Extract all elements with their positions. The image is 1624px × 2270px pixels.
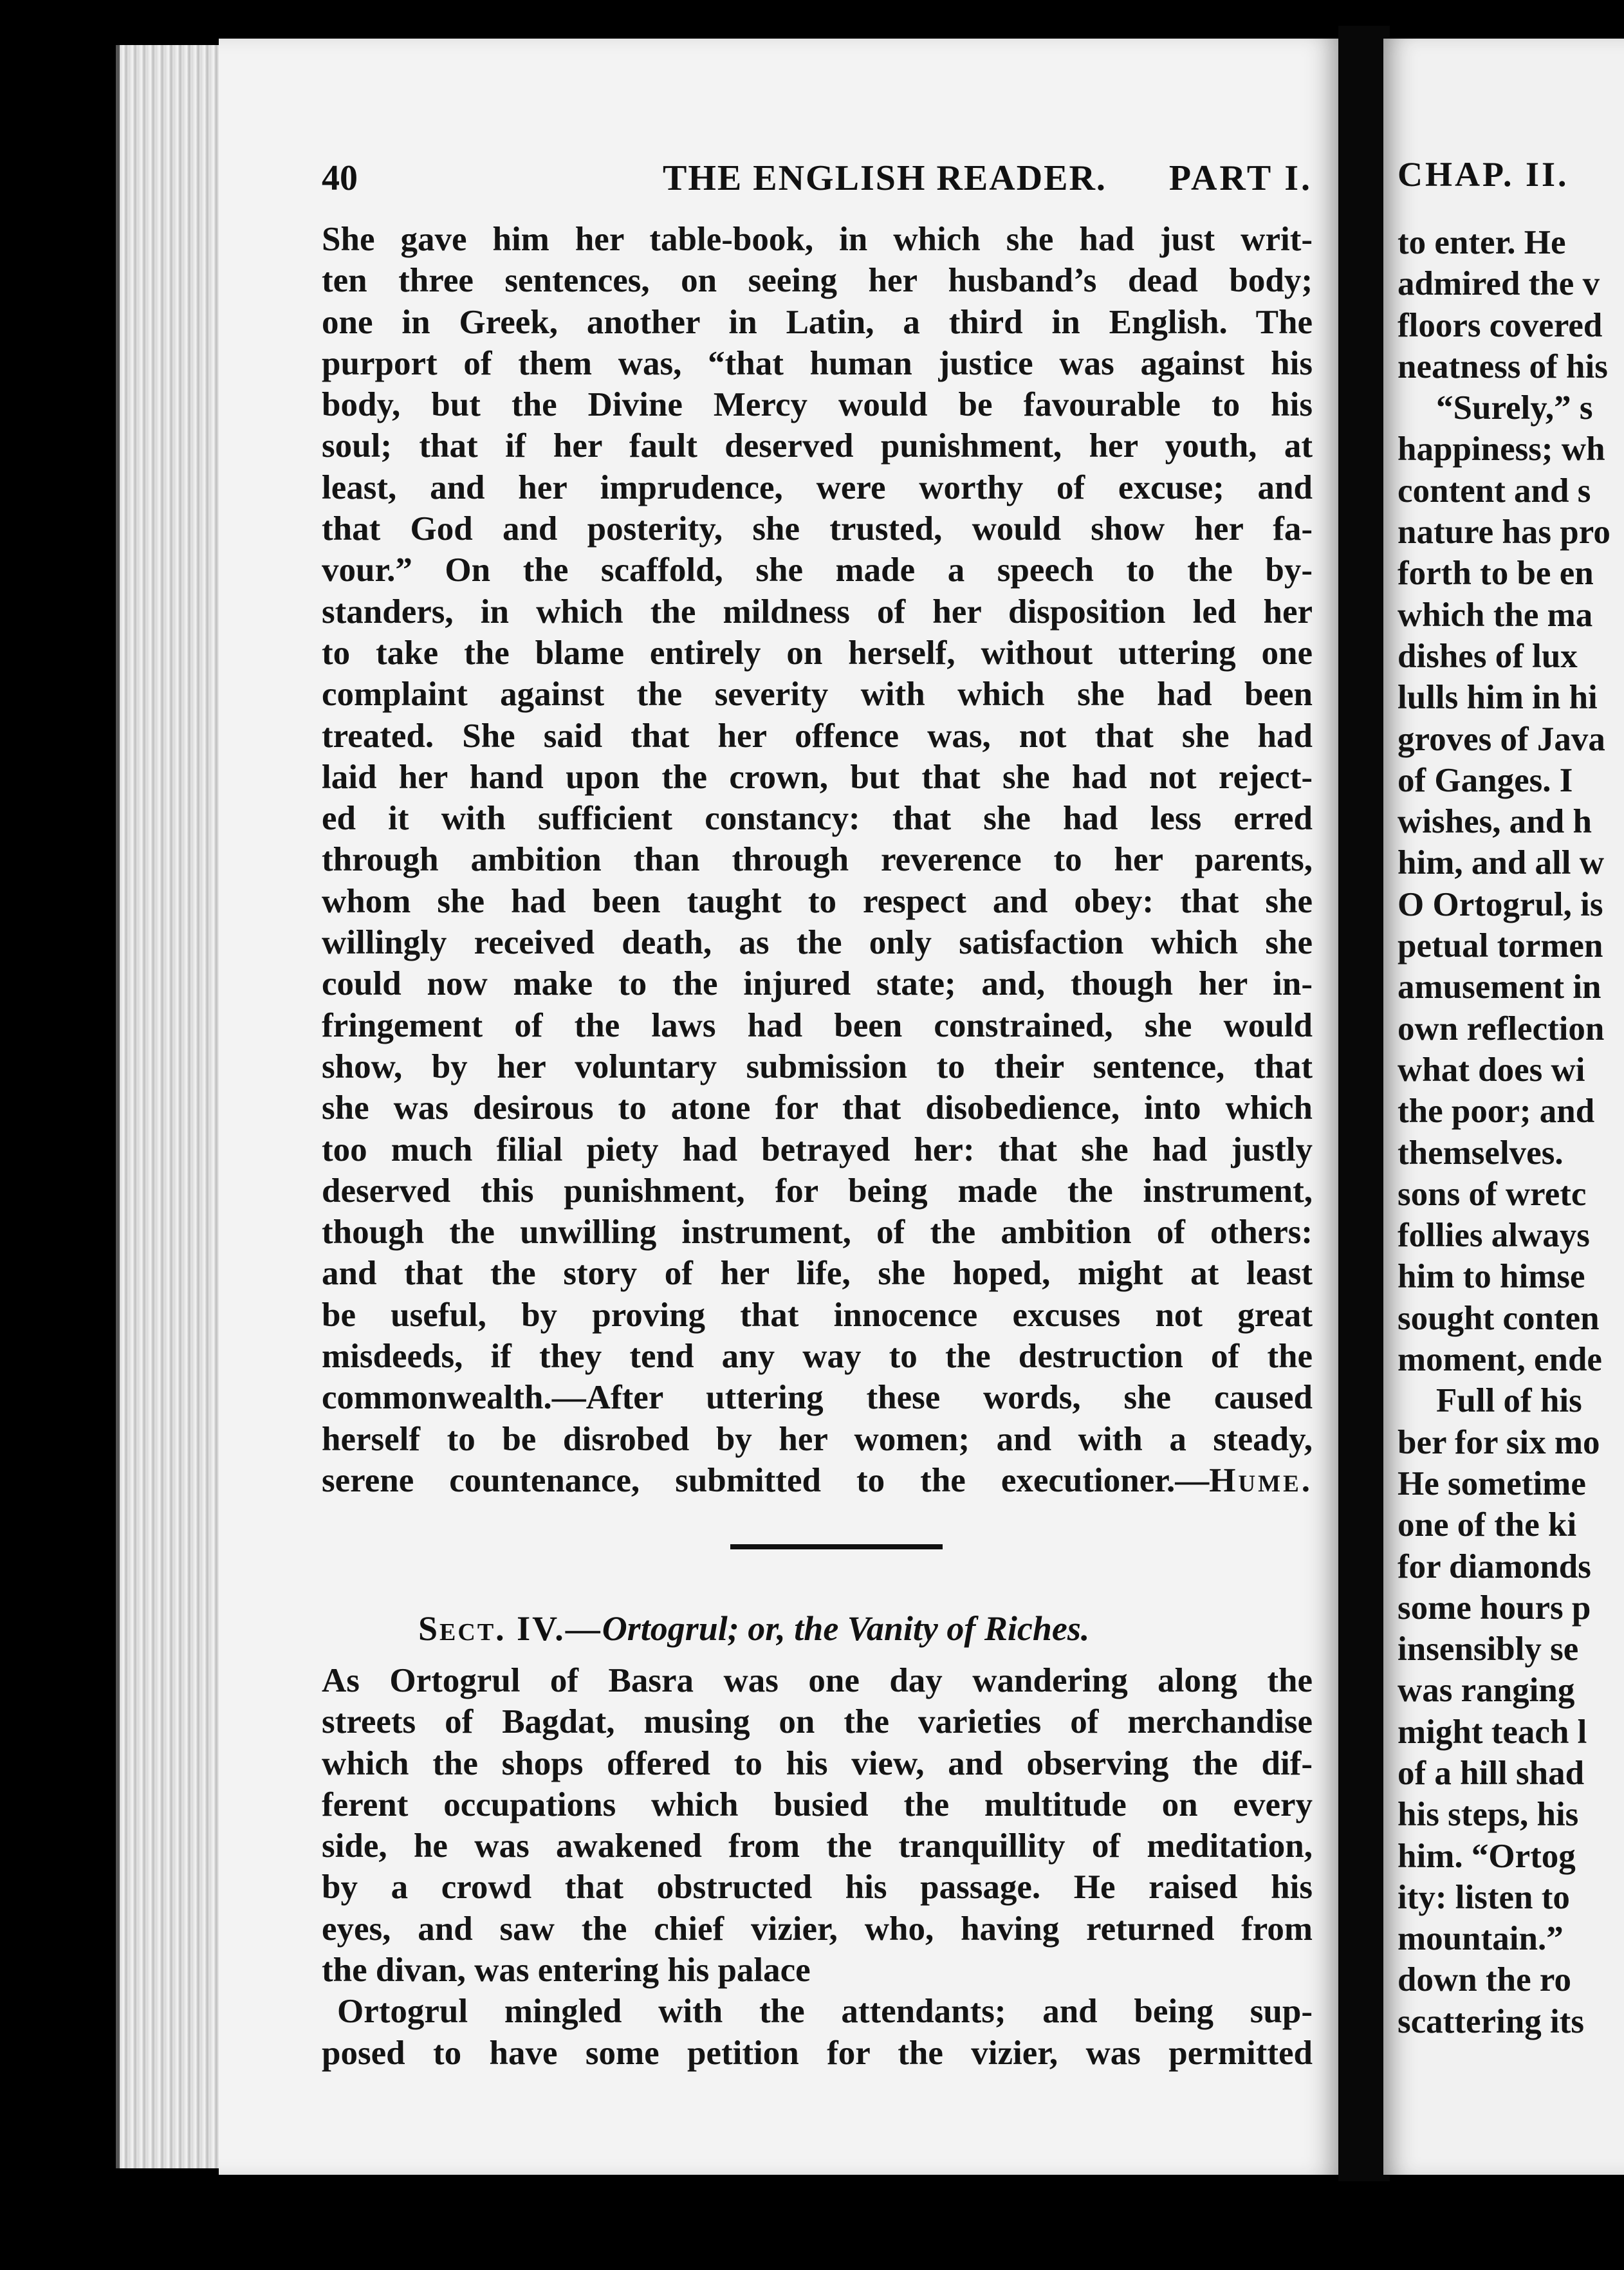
text-line: soul; that if her fault deserved punishment, her youth, at xyxy=(322,427,1313,465)
text-line: too much filial piety had betrayed her: that she had justly xyxy=(322,1130,1313,1168)
text-line: nature has pro xyxy=(1398,513,1610,551)
text-line: lulls him in hi xyxy=(1398,679,1598,717)
right-running-head: CHAP. II. xyxy=(1398,155,1569,194)
text-line: and that the story of her life, she hoped, might at least xyxy=(322,1255,1313,1293)
text-line: ber for six mo xyxy=(1398,1423,1600,1461)
text-line: neatness of his xyxy=(1398,347,1608,385)
text-line: content and s xyxy=(1398,472,1591,510)
text-line: themselves. xyxy=(1398,1134,1564,1172)
text-line: for diamonds xyxy=(1398,1547,1591,1585)
right-page-text xyxy=(1398,222,1624,2042)
section-heading xyxy=(418,1609,1255,1648)
text-line: own reflection xyxy=(1398,1010,1605,1047)
text-line: his steps, his xyxy=(1398,1796,1579,1834)
text-line: ten three sentences, on seeing her husband’s dead body; xyxy=(322,262,1313,300)
text-line: Full of his xyxy=(1436,1382,1582,1420)
text-line: admired the v xyxy=(1398,265,1600,303)
text-line: him, and all w xyxy=(1398,844,1605,882)
text-line: petual tormen xyxy=(1398,927,1603,965)
text-line: amusement in xyxy=(1398,968,1601,1006)
text-line: which the ma xyxy=(1398,596,1593,634)
text-line: through ambition than through reverence to her parents, xyxy=(322,841,1313,879)
divider-rule xyxy=(730,1544,943,1549)
running-title: THE ENGLISH READER. xyxy=(663,158,1107,198)
text-line: she was desirous to atone for that disobedience, into which xyxy=(322,1089,1313,1127)
text-line: that God and posterity, she trusted, would show her fa- xyxy=(322,510,1313,548)
text-line: could now make to the injured state; and, though her in- xyxy=(322,965,1313,1003)
text-line: wishes, and h xyxy=(1398,803,1592,841)
text-line: of Ganges. I xyxy=(1398,761,1573,799)
text-line: by a crowd that obstructed his passage. He raised his xyxy=(322,1869,1313,1906)
text-line: to enter. He xyxy=(1398,224,1566,261)
text-line: ity: listen to xyxy=(1398,1878,1570,1916)
text-line: “Surely,” s xyxy=(1436,389,1593,427)
right-page xyxy=(1383,39,1624,2175)
text-line: of a hill shad xyxy=(1398,1754,1585,1792)
text-line: sons of wretc xyxy=(1398,1175,1587,1213)
text-line: misdeeds, if they tend any way to the destruction of the xyxy=(322,1338,1313,1376)
text-line: commonwealth.—After uttering these words, she caused xyxy=(322,1379,1313,1417)
text-line: though the unwilling instrument, of the ambition of others: xyxy=(322,1213,1313,1251)
text-line: him to himse xyxy=(1398,1258,1585,1296)
text-line: laid her hand upon the crown, but that she had not reject- xyxy=(322,758,1313,796)
text-line: vour.” On the scaffold, she made a speech to the by- xyxy=(322,551,1313,589)
text-line: least, and her imprudence, were worthy of excuse; and xyxy=(322,468,1313,506)
text-line: mountain.” xyxy=(1398,1920,1564,1958)
text-line: groves of Java xyxy=(1398,720,1605,758)
text-line: dishes of lux xyxy=(1398,637,1578,675)
text-line: As Ortogrul of Basra was one day wandering along the xyxy=(322,1662,1313,1699)
text-line: moment, ende xyxy=(1398,1341,1602,1379)
text-line: which the shops offered to his view, and observing the dif- xyxy=(322,1744,1313,1782)
text-line: O Ortogrul, is xyxy=(1398,885,1603,923)
text-line: might teach l xyxy=(1398,1713,1587,1751)
text-line: eyes, and saw the chief vizier, who, having returned from xyxy=(322,1910,1313,1948)
section-title: Ortogrul; or, the Vanity of Riches. xyxy=(602,1609,1090,1648)
text-line: streets of Bagdat, musing on the varieties of merchandise xyxy=(322,1703,1313,1741)
text-line: He sometime xyxy=(1398,1464,1586,1502)
text-line: him. “Ortog xyxy=(1398,1837,1576,1875)
text-line: ed it with sufficient constancy: that she had less erred xyxy=(322,800,1313,838)
text-line: fringement of the laws had been constrained, she would xyxy=(322,1006,1313,1044)
text-line: posed to have some petition for the vizier, was permitted xyxy=(322,2034,1313,2072)
text-line: floors covered xyxy=(1398,306,1603,344)
left-page xyxy=(219,39,1338,2175)
page-number: 40 xyxy=(322,158,358,198)
text-line: standers, in which the mildness of her disposition led her xyxy=(322,593,1313,631)
text-line: deserved this punishment, for being made the instrument, xyxy=(322,1172,1313,1210)
text-line: one of the ki xyxy=(1398,1506,1577,1544)
text-line: herself to be disrobed by her women; and with a steady, xyxy=(322,1420,1313,1458)
text-line: side, he was awakened from the tranquillity of meditation, xyxy=(322,1827,1313,1865)
text-line: whom she had been taught to respect and obey: that she xyxy=(322,882,1313,920)
text-line: one in Greek, another in Latin, a third in English. The xyxy=(322,303,1313,341)
section-label: Sect. IV.— xyxy=(418,1609,602,1648)
paragraph-2 xyxy=(322,1660,1313,2074)
text-line: Ortogrul mingled with the attendants; and being sup- xyxy=(337,1993,1313,2031)
text-line: be useful, by proving that innocence excuses not great xyxy=(322,1296,1313,1334)
text-line: complaint against the severity with which she had been xyxy=(322,676,1313,714)
running-head xyxy=(322,158,1313,209)
text-line: down the ro xyxy=(1398,1961,1571,1999)
text-line: the divan, was entering his palace xyxy=(322,1952,811,1989)
text-line: insensibly se xyxy=(1398,1630,1579,1668)
text-line: some hours p xyxy=(1398,1589,1591,1627)
text-line: was ranging xyxy=(1398,1672,1575,1710)
page-edges xyxy=(116,45,229,2168)
text-line: serene countenance, submitted to the executioner.— xyxy=(322,1461,1210,1499)
text-line: willingly received death, as the only satisfaction which she xyxy=(322,924,1313,962)
text-line: follies always xyxy=(1398,1217,1590,1255)
text-line: show, by her voluntary submission to their sentence, that xyxy=(322,1047,1313,1085)
text-line-with-author xyxy=(322,1460,1313,1501)
book-gutter xyxy=(1338,26,1390,2181)
text-line: body, but the Divine Mercy would be favourable to his xyxy=(322,386,1313,424)
text-line: happiness; wh xyxy=(1398,430,1605,468)
text-line: forth to be en xyxy=(1398,555,1594,593)
section-divider xyxy=(730,1544,943,1557)
part-label: PART I. xyxy=(1168,158,1313,198)
text-line: scattering its xyxy=(1398,2002,1584,2040)
text-line: purport of them was, “that human justice was against his xyxy=(322,344,1313,382)
text-line: the poor; and xyxy=(1398,1093,1595,1130)
author-attribution: Hume. xyxy=(1209,1461,1313,1499)
text-line: treated. She said that her offence was, not that she had xyxy=(322,717,1313,755)
text-line: She gave him her table-book, in which she had just writ- xyxy=(322,221,1313,258)
text-line: ferent occupations which busied the multitude on every xyxy=(322,1786,1313,1823)
text-line: what does wi xyxy=(1398,1051,1585,1089)
text-line: sought conten xyxy=(1398,1299,1600,1337)
text-line: to take the blame entirely on herself, without uttering one xyxy=(322,634,1313,672)
paragraph-1 xyxy=(322,219,1313,1501)
